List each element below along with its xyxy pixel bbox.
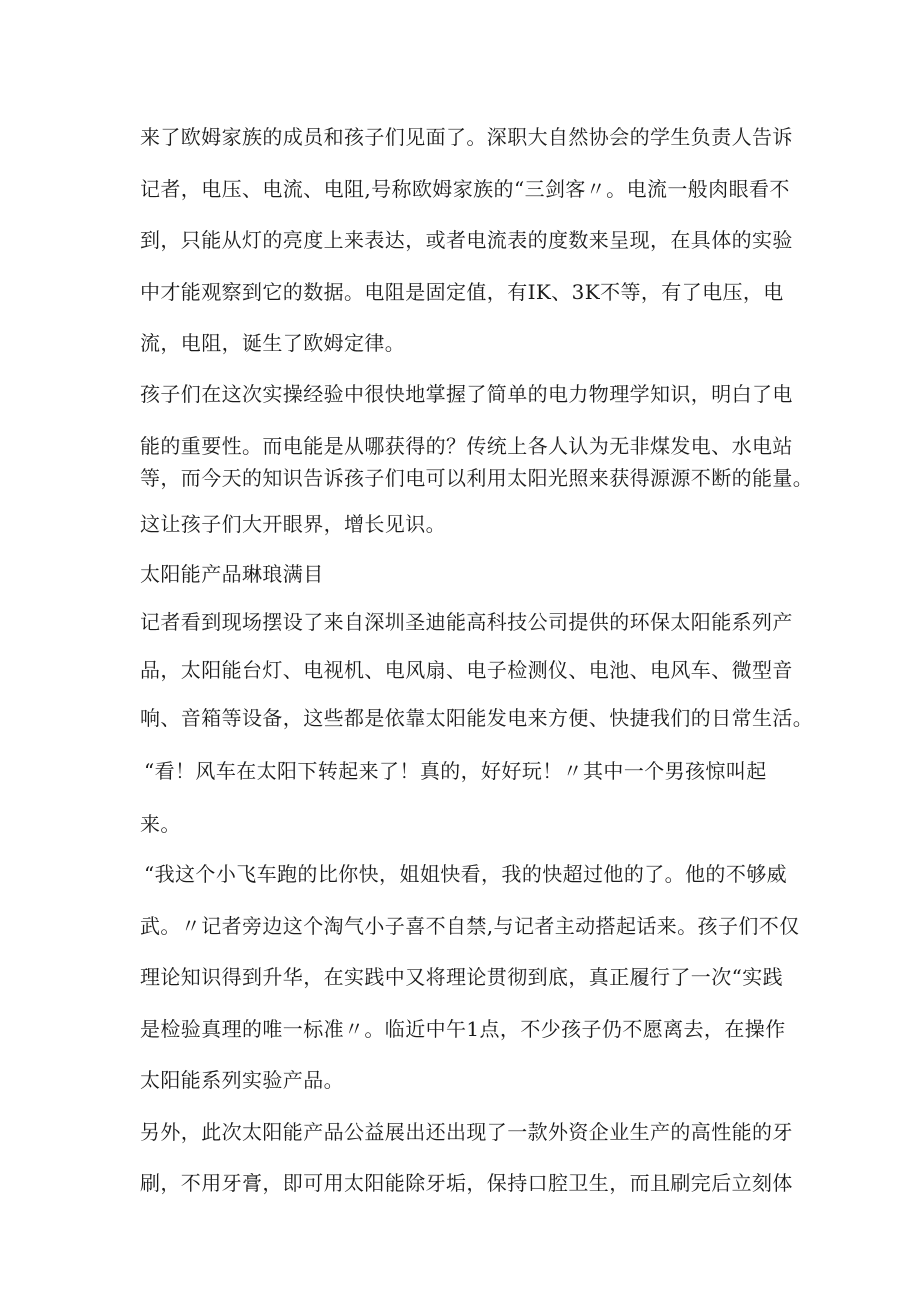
text-line: “我这个小飞车跑的比你快，姐姐快看，我的快超过他的了。他的不够威 [144, 862, 788, 886]
text-line: 记者，电压、电流、电阻,号称欧姆家族的“三剑客〃。电流一般肉眼看不 [140, 177, 790, 201]
text-line: 另外，此次太阳能产品公益展出还出现了一款外资企业生产的高性能的牙 [140, 1120, 793, 1144]
text-line: 来。 [140, 812, 181, 836]
text-line: 等，而今天的知识告诉孩子们电可以利用太阳光照来获得源源不断的能量。 [140, 466, 814, 490]
text-line: “看！风车在太阳下转起来了！真的，好好玩！〃其中一个男孩惊叫起 [144, 759, 767, 783]
text-line: 孩子们在这次实操经验中很快地掌握了简单的电力物理学知识，明白了电 [140, 382, 793, 406]
text-line: 记者看到现场摆设了来自深圳圣迪能高科技公司提供的环保太阳能系列产 [140, 610, 793, 634]
text-line: 刷，不用牙膏，即可用太阳能除牙垢，保持口腔卫生，而且刷完后立刻体 [140, 1171, 793, 1195]
text-line: 响、音箱等设备，这些都是依靠太阳能发电来方便、快捷我们的日常生活。 [140, 706, 814, 730]
text-line: 品，太阳能台灯、电视机、电风扇、电子检测仪、电池、电风车、微型音 [140, 658, 793, 682]
text-line: 中才能观察到它的数据。电阻是固定值，有IK、3K不等，有了电压，电 [140, 280, 784, 304]
text-line: 流，电阻，诞生了欧姆定律。 [140, 331, 406, 355]
text-line: 太阳能系列实验产品。 [140, 1068, 344, 1092]
section-heading: 太阳能产品琳琅满目 [140, 562, 324, 586]
text-line: 这让孩子们大开眼界，增长见识。 [140, 512, 446, 536]
text-line: 到，只能从灯的亮度上来表达，或者电流表的度数来呈现，在具体的实验 [140, 228, 793, 252]
text-line: 武。〃记者旁边这个淘气小子喜不自禁,与记者主动搭起话来。孩子们不仅 [140, 914, 800, 938]
text-line: 是检验真理的唯一标准〃。临近中午1点，不少孩子仍不愿离去，在操作 [140, 1017, 786, 1041]
text-line: 来了欧姆家族的成员和孩子们见面了。深职大自然协会的学生负责人告诉 [140, 125, 793, 149]
text-line: 理论知识得到升华，在实践中又将理论贯彻到底，真正履行了一次“实践 [140, 965, 784, 989]
text-line: 能的重要性。而电能是从哪获得的？传统上各人认为无非煤发电、水电站 [140, 434, 793, 458]
